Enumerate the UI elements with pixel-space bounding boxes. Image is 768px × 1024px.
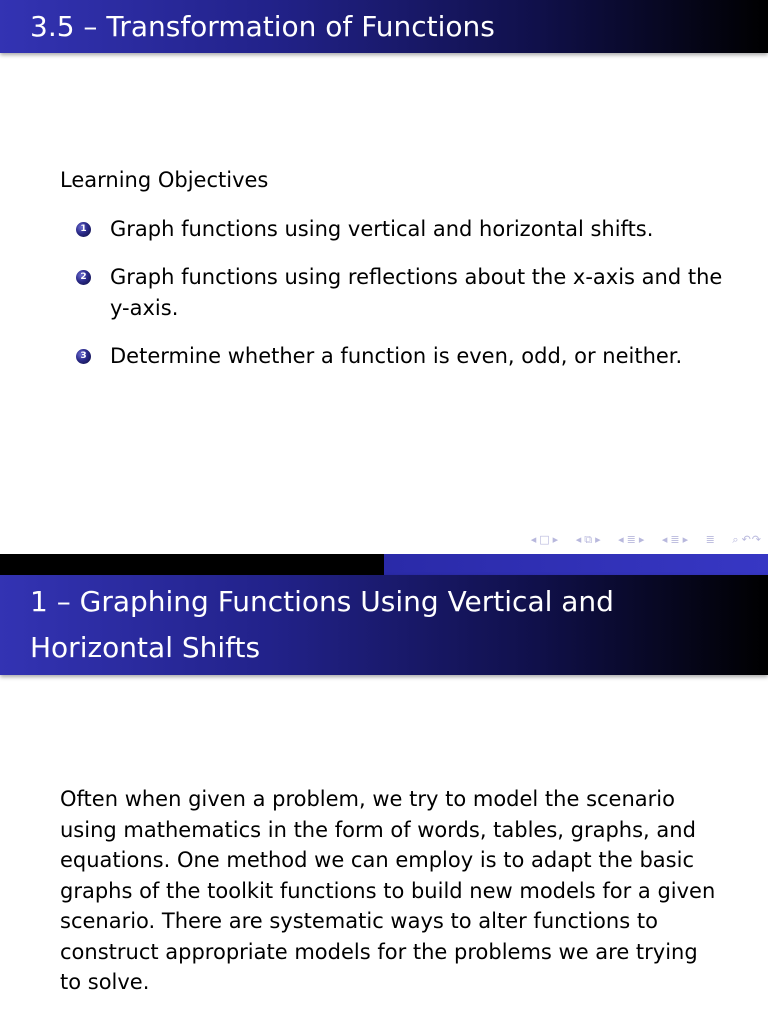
- objectives-heading: Learning Objectives: [60, 168, 269, 192]
- objective-text: Graph functions using reflections about the x-axis and the y-axis.: [110, 265, 723, 320]
- frame-icon[interactable]: □: [539, 533, 551, 546]
- objective-item: [76, 341, 736, 372]
- undo-redo-icon[interactable]: ↶↷: [741, 533, 762, 546]
- section-icon[interactable]: ≣: [626, 533, 637, 546]
- slide-title: [0, 0, 768, 53]
- slide-title-line-2: Horizontal Shifts: [30, 631, 261, 664]
- align-icon[interactable]: ≣: [705, 533, 716, 546]
- body-paragraph: Often when given a problem, we try to model the scenario using mathematics in the form of words, tables, graphs, and equations. One method we can employ is to adapt the basic graphs of the toolkit functions to build new models for a given scenario. There are systematic ways to alter functions to construct appropriate models for the problems we are trying to solve.: [60, 787, 716, 994]
- numbered-bullet-icon: 3: [76, 349, 91, 364]
- subsection-back-icon[interactable]: ◂: [575, 533, 583, 546]
- section-back-icon[interactable]: ◂: [618, 533, 625, 546]
- objectives-list: [76, 214, 736, 389]
- subsubsection-forward-icon[interactable]: ▸: [682, 533, 690, 546]
- objective-text: Graph functions using vertical and horizontal shifts.: [110, 217, 654, 241]
- headline-bar-right: [384, 554, 768, 575]
- section-forward-icon[interactable]: ▸: [638, 533, 646, 546]
- numbered-bullet-icon: 1: [76, 222, 91, 237]
- search-icon[interactable]: ⌕: [732, 533, 740, 546]
- subsubsection-icon[interactable]: ≣: [670, 533, 681, 546]
- subsubsection-back-icon[interactable]: ◂: [661, 533, 669, 546]
- objective-text: Determine whether a function is even, odd, or neither.: [110, 344, 683, 368]
- subsection-icon[interactable]: ⧉: [584, 533, 594, 546]
- slide-title: [0, 575, 768, 675]
- frame-forward-icon[interactable]: ▸: [552, 533, 560, 546]
- objective-item: [76, 214, 736, 245]
- slide-title-line-1: 1 – Graphing Functions Using Vertical and: [30, 585, 614, 618]
- slide-title-text: 3.5 – Transformation of Functions: [30, 10, 495, 43]
- navigation-symbols: [529, 533, 762, 547]
- subsection-forward-icon[interactable]: ▸: [595, 533, 602, 546]
- numbered-bullet-icon: 2: [76, 270, 91, 285]
- objective-item: [76, 262, 736, 324]
- headline-bar-left: [0, 554, 384, 575]
- headline-bar: [0, 554, 768, 575]
- frame-back-icon[interactable]: ◂: [530, 533, 538, 546]
